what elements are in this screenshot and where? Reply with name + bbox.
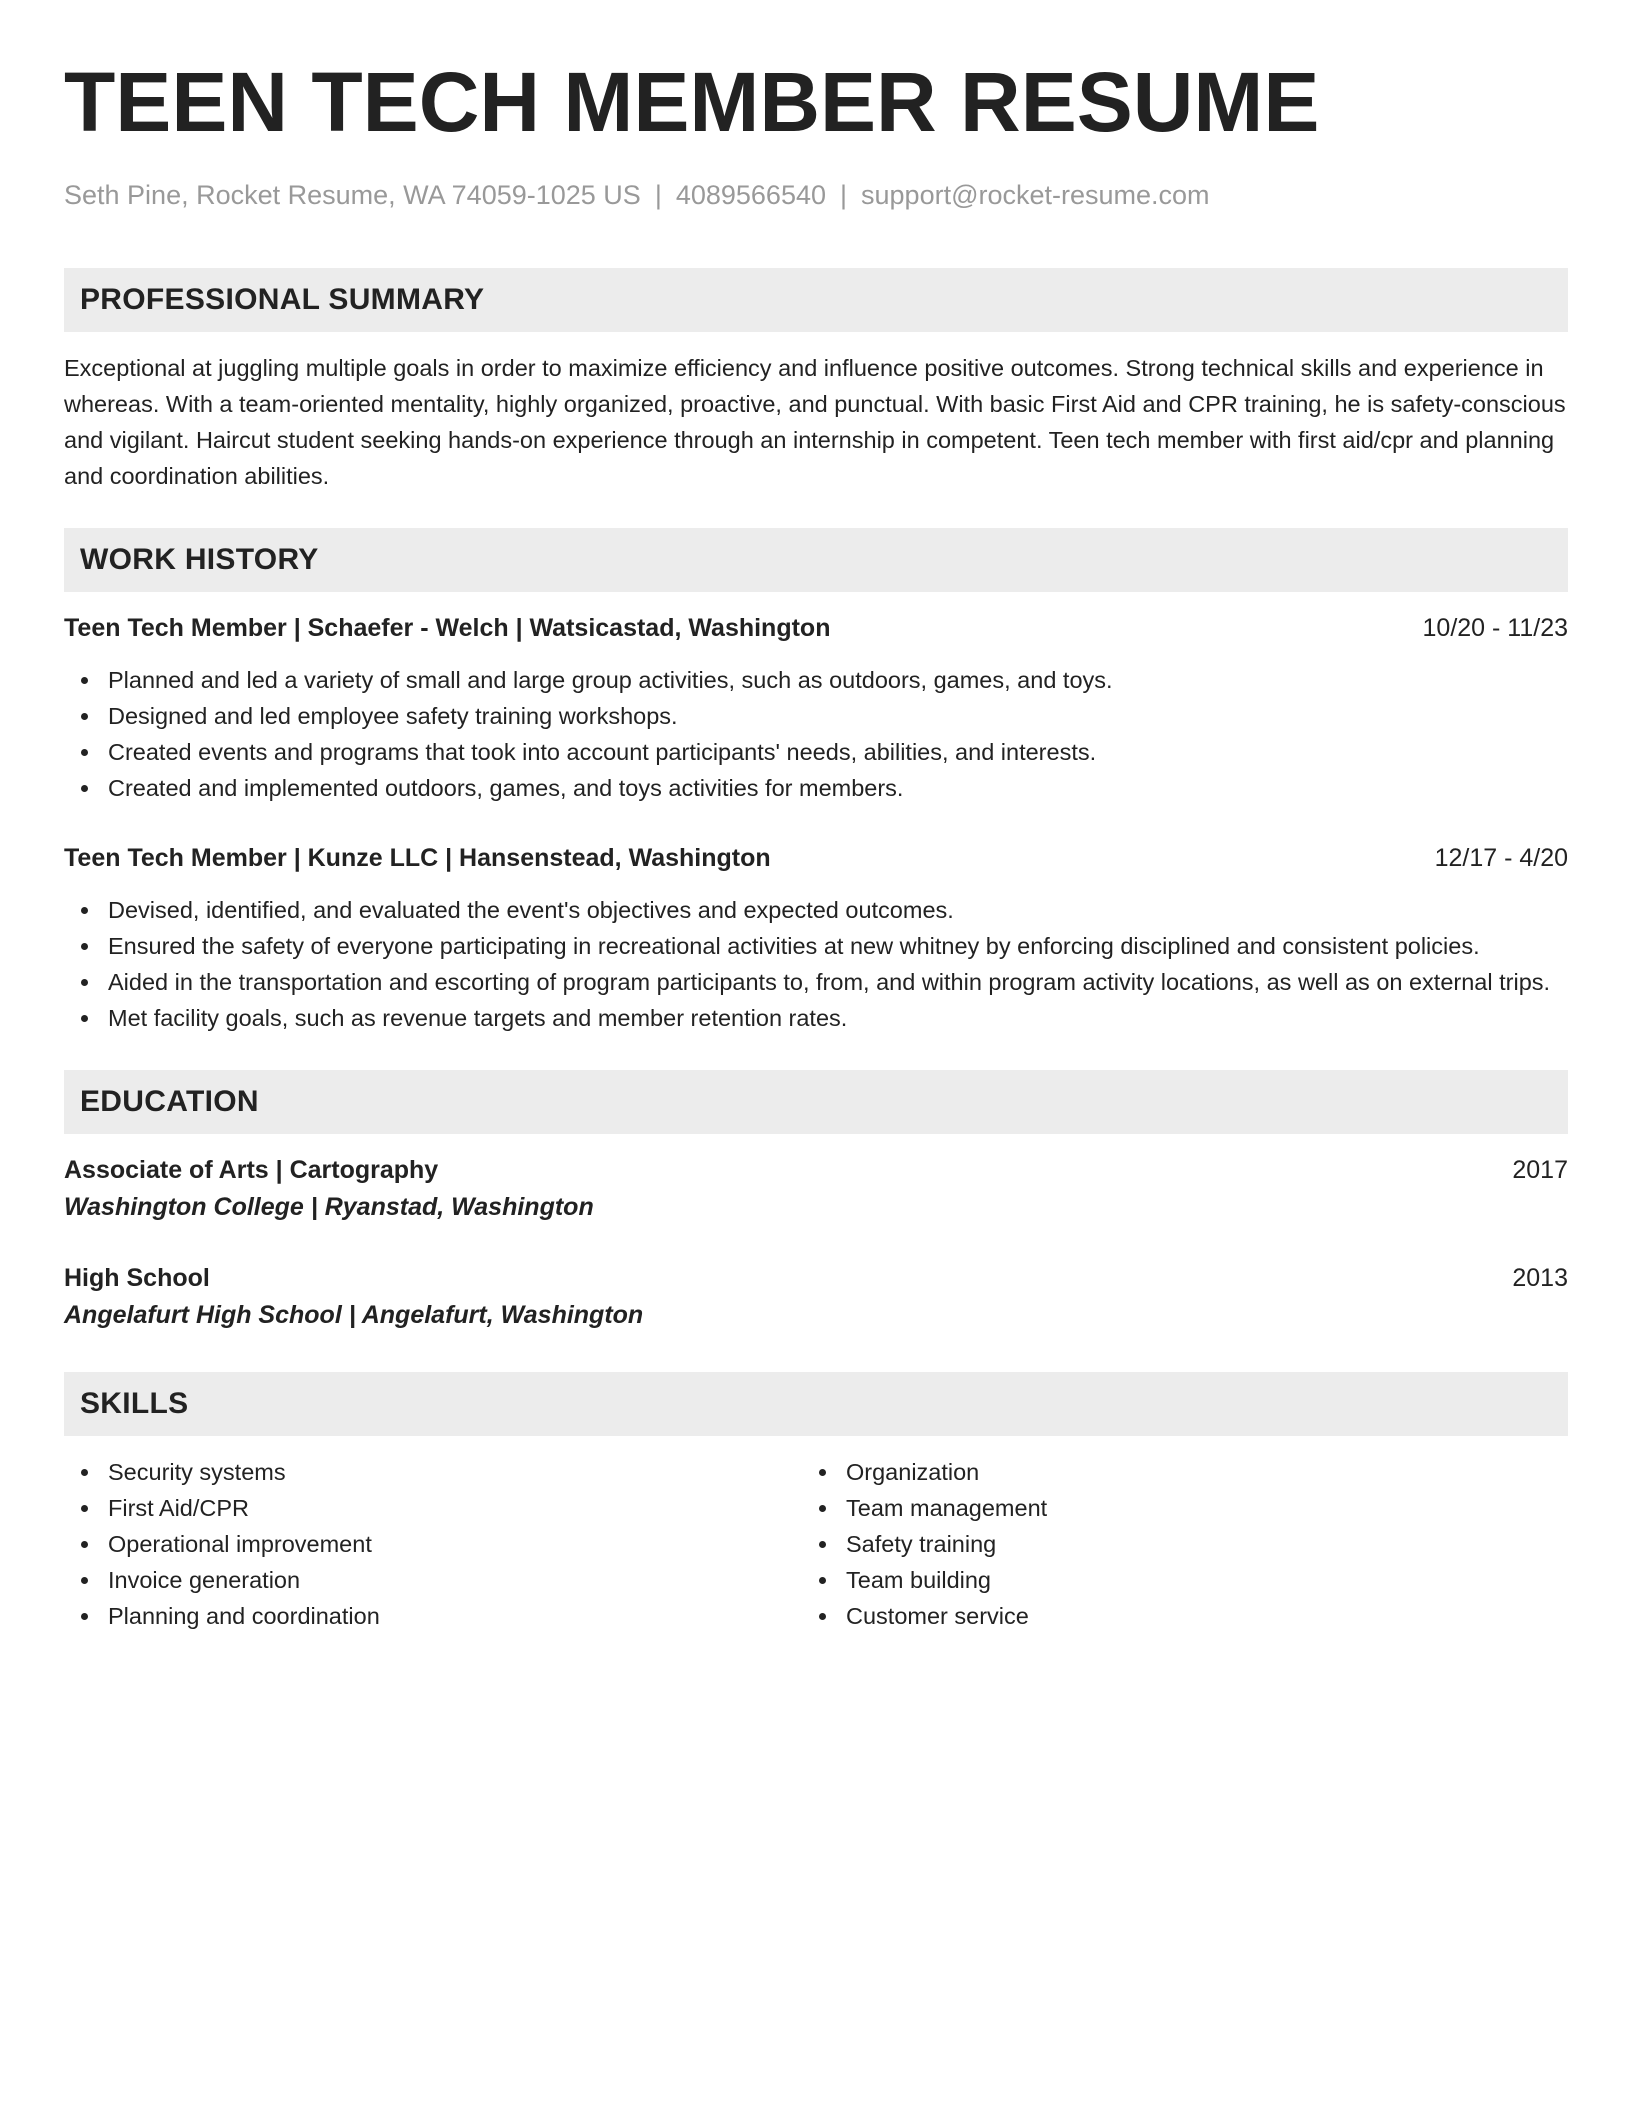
skills-grid [64,1454,1568,1634]
resume-title: TEEN TECH MEMBER RESUME [64,55,1320,149]
job-bullet: Devised, identified, and evaluated the event's objectives and expected outcomes. [64,892,1568,928]
job-bullet: Ensured the safety of everyone participating in recreational activities at new whitney by enforcing disciplined and consistent policies. [64,928,1568,964]
education-header [64,1152,1568,1188]
job-title: Teen Tech Member | Kunze LLC | Hansenstead, Washington [64,844,771,872]
skill-item: Team management [802,1490,1540,1526]
education-header [64,1260,1568,1296]
skills-section [64,1372,1568,1634]
skill-item: Safety training [802,1526,1540,1562]
education-year: 2017 [1512,1156,1568,1184]
skill-item: Operational improvement [64,1526,802,1562]
job-bullet: Designed and led employee safety training workshops. [64,698,1568,734]
job-title: Teen Tech Member | Schaefer - Welch | Watsicastad, Washington [64,614,831,642]
job-entry [64,840,1568,1036]
skill-item: Team building [802,1562,1540,1598]
education-year: 2013 [1512,1264,1568,1292]
skills-column-left [64,1454,802,1634]
work-history-section [64,528,1568,1036]
skills-heading: SKILLS [64,1372,1568,1436]
skills-list [802,1454,1540,1634]
education-school: Washington College | Ryanstad, Washington [64,1193,594,1221]
job-entry [64,610,1568,806]
skill-item: Invoice generation [64,1562,802,1598]
job-bullet: Aided in the transportation and escorting of program participants to, from, and within program activity locations, as well as on external trips. [64,964,1568,1000]
contact-separator: | [654,180,662,210]
skills-column-right [802,1454,1540,1634]
summary-heading: PROFESSIONAL SUMMARY [64,268,1568,332]
education-entry [64,1260,1568,1334]
job-bullet: Created and implemented outdoors, games, and toys activities for members. [64,770,1568,806]
skill-item: Customer service [802,1598,1540,1634]
contact-address: Seth Pine, Rocket Resume, WA 74059-1025 US [64,180,641,210]
contact-email: support@rocket-resume.com [861,180,1210,210]
job-bullet: Created events and programs that took into account participants' needs, abilities, and interests. [64,734,1568,770]
job-bullet: Planned and led a variety of small and large group activities, such as outdoors, games, and toys. [64,662,1568,698]
work-history-heading: WORK HISTORY [64,528,1568,592]
education-degree: Associate of Arts | Cartography [64,1156,439,1184]
job-header [64,610,1568,646]
job-bullets [64,892,1568,1036]
education-degree: High School [64,1264,210,1292]
contact-phone: 4089566540 [675,180,826,210]
skills-list [64,1454,802,1634]
summary-section [64,268,1568,494]
contact-line [64,178,1568,212]
skill-item: Organization [802,1454,1540,1490]
summary-text: Exceptional at juggling multiple goals in order to maximize efficiency and influence positive outcomes. Strong technical skills and experience in whereas. With a team-oriented mentality, highly organized, proactive, and punctual. With basic First Aid and CPR training, he is safety-conscious and vigilant. Haircut student seeking hands-on experience through an internship in competent. Teen tech member with first aid/cpr and planning and coordination abilities. [64,355,1566,489]
job-dates: 12/17 - 4/20 [1434,844,1568,872]
job-dates: 10/20 - 11/23 [1422,614,1568,642]
skill-item: Planning and coordination [64,1598,802,1634]
job-bullet: Met facility goals, such as revenue targets and member retention rates. [64,1000,1568,1036]
contact-separator: | [840,180,848,210]
education-section [64,1070,1568,1334]
education-heading: EDUCATION [64,1070,1568,1134]
job-header [64,840,1568,876]
education-school: Angelafurt High School | Angelafurt, Washington [64,1301,644,1329]
job-bullets [64,662,1568,806]
education-entry [64,1152,1568,1226]
skill-item: First Aid/CPR [64,1490,802,1526]
skill-item: Security systems [64,1454,802,1490]
